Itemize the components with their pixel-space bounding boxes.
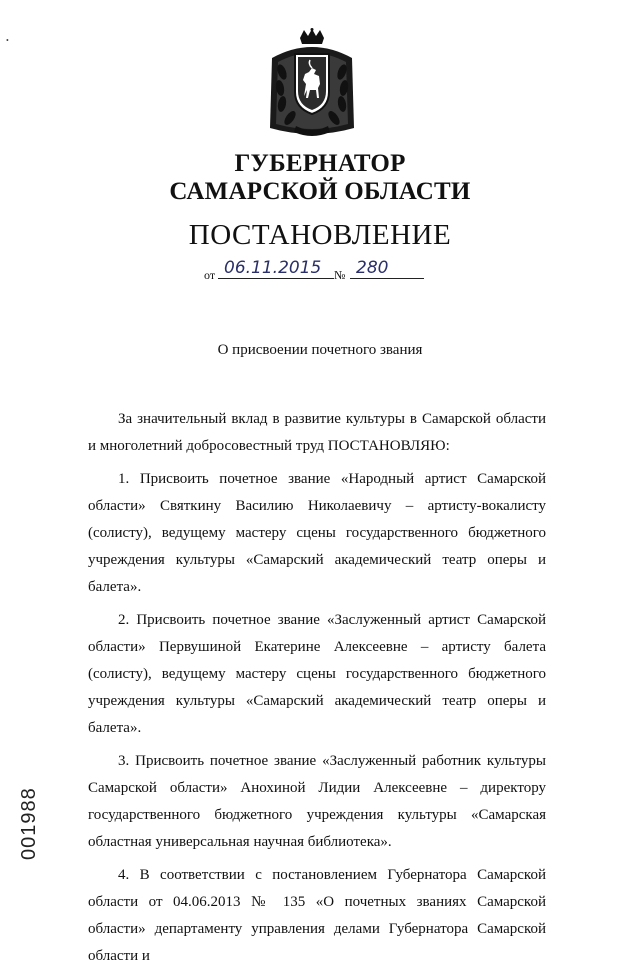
document-type: ПОСТАНОВЛЕНИЕ xyxy=(188,219,452,251)
date-label: от xyxy=(204,268,216,282)
paragraph-intro: За значительный вклад в развитие культуры в Самарской области и многолетний добросовестный труд ПОСТАНОВЛЯЮ: xyxy=(88,411,546,454)
corner-mark: • xyxy=(6,36,9,45)
document-body xyxy=(88,406,546,976)
number-label: № xyxy=(334,268,346,282)
paragraph-item-2: 2. Присвоить почетное звание «Заслуженный артист Самарской области» Первушиной Екатерине Алексеевне – артисту балета (солисту), ведущему мастеру сцены государственного бюджетного учреждения культуры «Самарский академический театр оперы и балета». xyxy=(88,612,546,736)
document-date: 06.11.2015 xyxy=(218,258,334,279)
paragraph-item-4: 4. В соответствии с постановлением Губернатора Самарской области от 04.06.2013 № 135 «О почетных званиях Самарской области» департаменту управления делами Губернатора Самарской области и xyxy=(88,867,546,964)
date-number-line xyxy=(204,260,424,284)
document-subject: О присвоении почетного звания xyxy=(217,342,423,358)
coat-of-arms-icon xyxy=(262,28,362,140)
document-number: 280 xyxy=(350,258,424,279)
region-title: САМАРСКОЙ ОБЛАСТИ xyxy=(169,178,471,205)
paragraph-item-1: 1. Присвоить почетное звание «Народный артист Самарской области» Святкину Василию Николаевичу – артисту-вокалисту (солисту), ведущему мастеру сцены государственного бюджетного учреждения культуры «Самарский академический театр оперы и балета». xyxy=(88,471,546,595)
side-serial-number: 001988 xyxy=(18,787,40,860)
governor-title: ГУБЕРНАТОР xyxy=(234,150,406,177)
paragraph-item-3: 3. Присвоить почетное звание «Заслуженный работник культуры Самарской области» Анохиной Лидии Алексеевне – директору государственного бюджетного учреждения культуры «Самарская областная универсальная научная библиотека». xyxy=(88,753,546,850)
